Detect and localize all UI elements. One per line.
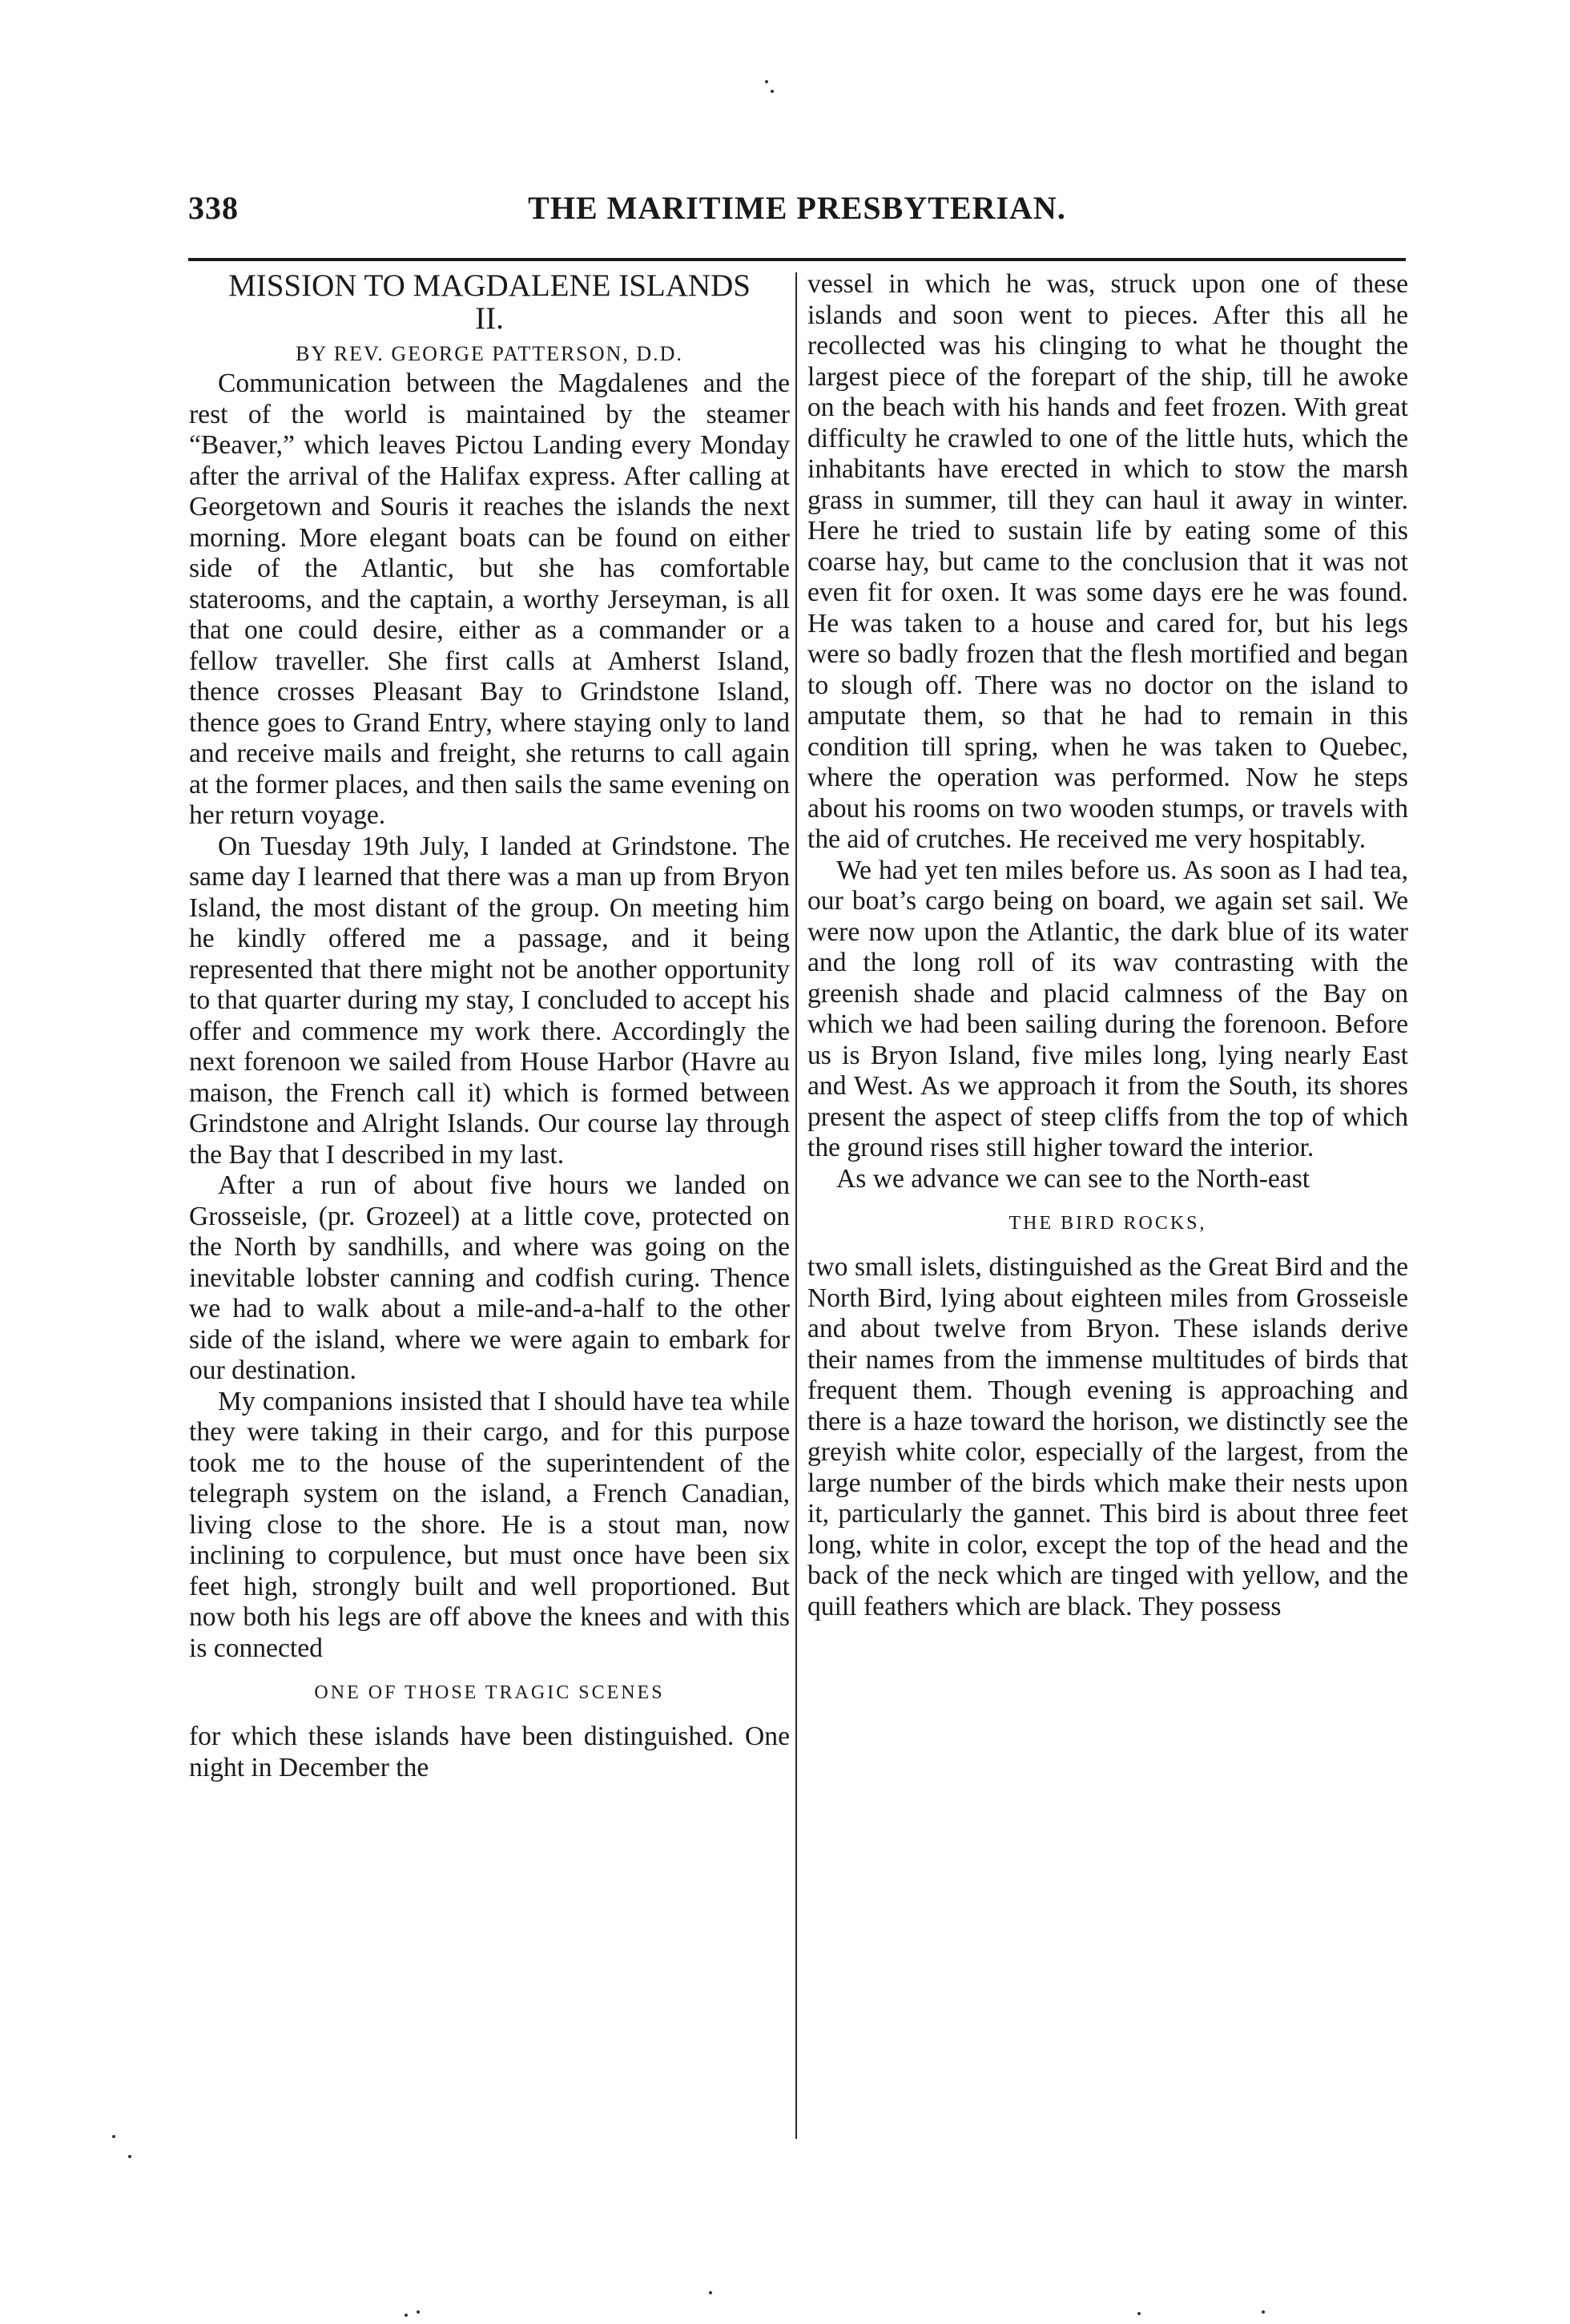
page-header bbox=[188, 189, 1406, 237]
paragraph: On Tuesday 19th July, I landed at Grindstone. The same day I learned that there was a man up from Bryon Island, the most distant of the group. On meeting him he kindly offered me a passage, and it being represented that there might not be another opportunity to that quarter during my stay, I concluded to accept his offer and commence my work there. Accordingly the next forenoon we sailed from House Harbor (Havre au maison, the French call it) which is formed between Grindstone and Alright Islands. Our course lay through the Bay that I described in my last. bbox=[189, 831, 790, 1170]
section-subhead: ONE OF THOSE TRAGIC SCENES bbox=[314, 1682, 665, 1703]
paragraph: for which these islands have been distinguished. One night in December the bbox=[189, 1722, 790, 1782]
paragraph: We had yet ten miles before us. As soon as I had tea, our boat’s cargo being on board, we again set sail. We were now upon the Atlantic, the dark blue of its water and the long roll of its wav contrasting with the greenish shade and placid calmness of the Bay on which we had been sailing during the forenoon. Before us is Bryon Island, five miles long, lying nearly East and West. As we approach it from the South, its shores present the aspect of steep cliffs from the top of which the ground rises still higher toward the interior. bbox=[807, 855, 1408, 1162]
scan-speck bbox=[1262, 2310, 1265, 2314]
scan-speck bbox=[765, 80, 768, 83]
scan-speck bbox=[709, 2291, 712, 2294]
scan-speck bbox=[1137, 2312, 1141, 2315]
paragraph: After a run of about five hours we landed on Grosseisle, (pr. Grozeel) at a little cove, protected on the North by sandhills, and where was going on the inevitable lobster canning and codfish curing. Thence we had to walk about a mile-and-a-half to the other side of the island, where we were again to embark for our destination. bbox=[189, 1170, 790, 1385]
page-number: 338 bbox=[188, 190, 239, 226]
scan-speck bbox=[128, 2155, 131, 2158]
paragraph: My companions insisted that I should have tea while they were taking in their cargo, and for this purpose took me to the house of the superintendent of the telegraph system on the island, a French Canadian, living close to the shore. He is a stout man, now inclining to corpulence, but must once have been six feet high, strongly built and well proportioned. But now both his legs are off above the knees and with this is connected bbox=[189, 1386, 790, 1663]
paragraph: Communication between the Magdalenes and the rest of the world is maintained by the steamer “Beaver,” which leaves Pictou Landing every Monday after the arrival of the Halifax express. After calling at Georgetown and Souris it reaches the islands the next morning. More elegant boats can be found on either side of the Atlantic, but she has comfortable staterooms, and the captain, a worthy Jerseyman, is all that one could desire, either as a commander or a fellow traveller. She first calls at Amherst Island, thence crosses Pleasant Bay to Grindstone Island, thence goes to Grand Entry, where staying only to land and receive mails and freight, she returns to call again at the former places, and then sails the same evening on her return voyage. bbox=[189, 369, 790, 830]
paragraph: vessel in which he was, struck upon one of these islands and soon went to pieces. After this all he recollected was his clinging to what he thought the largest piece of the forepart of the ship, till he awoke on the beach with his hands and feet frozen. With great difficulty he crawled to one of the little huts, which the inhabitants have erected in which to stow the marsh grass in summer, till they can haul it away in winter. Here he tried to sustain life by eating some of this coarse hay, but came to the conclusion that it was not even fit for oxen. It was some days ere he was found. He was taken to a house and cared for, but his legs were so badly frozen that the flesh mortified and began to slough off. There was no doctor on the island to amputate them, so that he had to remain in this condition till spring, when he was taken to Quebec, where the operation was performed. Now he steps about his rooms on two wooden stumps, or travels with the aid of crutches. He received me very hospitably. bbox=[807, 269, 1408, 854]
scan-speck bbox=[405, 2314, 408, 2317]
paragraph: two small islets, distinguished as the Great Bird and the North Bird, lying about eighteen miles from Grosseisle and about twelve from Bryon. These islands derive their names from the immense multitudes of birds that frequent them. Though evening is approaching and there is a haze toward the horison, we distinctly see the greyish white color, especially of the largest, from the large number of the birds which make their nests upon it, particularly the gannet. This bird is about three feet long, white in color, except the top of the head and the back of the neck which are tinged with yellow, and the quill feathers which are black. They possess bbox=[807, 1252, 1408, 1621]
article-title: MISSION TO MAGDALENE ISLANDS bbox=[228, 268, 751, 303]
scan-speck bbox=[771, 90, 774, 93]
paragraph: As we advance we can see to the North-east bbox=[836, 1163, 1310, 1194]
scan-speck bbox=[112, 2135, 115, 2138]
column-divider bbox=[795, 272, 797, 2139]
running-title: THE MARITIME PRESBYTERIAN. bbox=[528, 190, 1066, 226]
article-number: II. bbox=[475, 301, 504, 336]
scan-speck bbox=[417, 2310, 420, 2314]
byline: BY REV. GEORGE PATTERSON, D.D. bbox=[296, 342, 683, 365]
left-column bbox=[189, 269, 790, 1783]
right-column bbox=[807, 269, 1408, 1622]
header-rule bbox=[188, 258, 1406, 261]
section-subhead: THE BIRD ROCKS, bbox=[1008, 1213, 1207, 1234]
